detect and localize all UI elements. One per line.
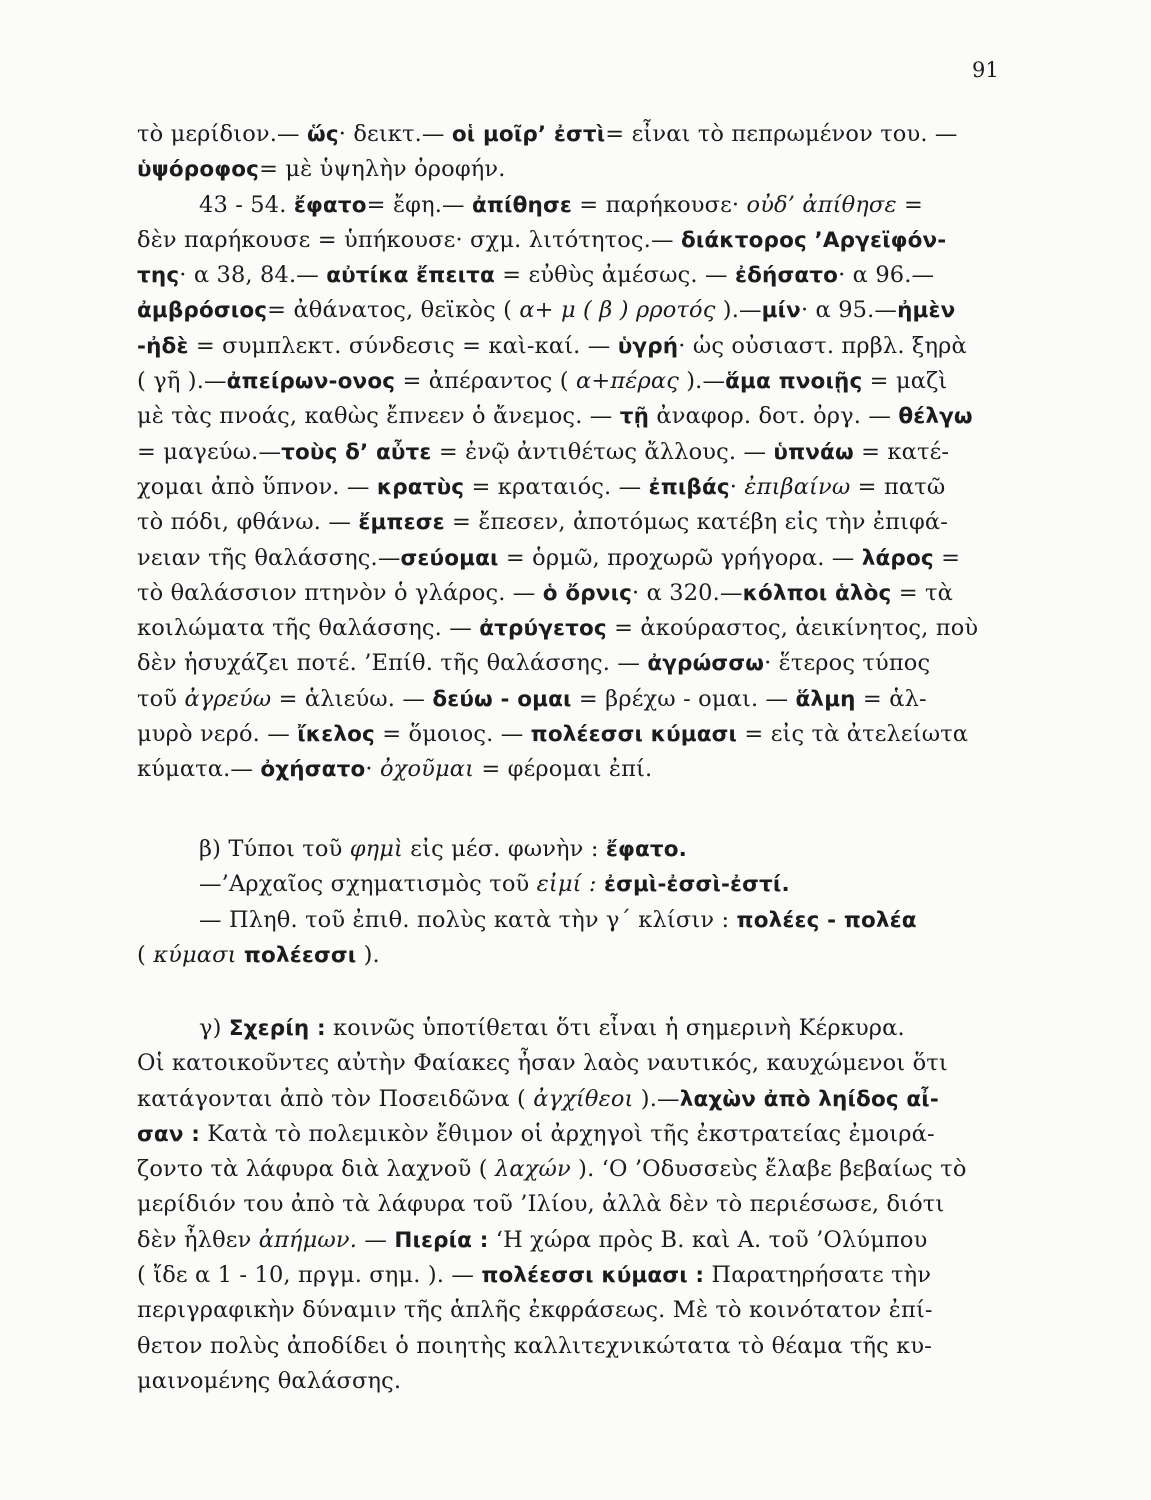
- italic-text: λαχών: [494, 1156, 571, 1183]
- text-run: = μαγεύω.—: [137, 438, 282, 465]
- text-run: δὲν ἡσυχάζει ποτέ. ’Επίθ. τῆς θαλάσσης. —: [137, 650, 648, 677]
- text-line: [137, 1152, 1005, 1187]
- italic-text: ἐπιβαίνω: [744, 473, 851, 500]
- text-run: τοῦ: [137, 685, 185, 712]
- bold-term: σαν :: [137, 1121, 200, 1147]
- text-run: κατάγονται ἀπὸ τὸν Ποσειδῶνα (: [137, 1085, 534, 1112]
- italic-text: εἰμί :: [536, 871, 597, 898]
- text-run: (: [137, 941, 154, 968]
- bold-term: -ἠδὲ: [137, 333, 189, 359]
- text-run: χομαι ἀπὸ ὕπνον. —: [137, 473, 377, 500]
- text-run: μυρὸ νερό. —: [137, 721, 298, 748]
- bold-term: Σχερίη :: [228, 1016, 326, 1041]
- text-run: δὲν παρήκουσε = ὑπήκουσε· σχμ. λιτότητος.—: [137, 226, 681, 253]
- bold-term: αὐτίκα ἔπειτα: [326, 263, 495, 289]
- bold-term: ἐσμὶ-ἐσσὶ-ἐστί.: [603, 872, 790, 898]
- paragraph-glossary: [137, 117, 1005, 788]
- text-run: ( ἴδε α 1 - 10, πργμ. σημ. ). —: [137, 1262, 482, 1289]
- text-run: = συμπλεκτ. σύνδεσις = καὶ-καί. —: [188, 332, 618, 359]
- text-line: [137, 1258, 1005, 1293]
- text-run: τὸ πόδι, φθάνω. —: [137, 509, 359, 536]
- text-run: = ἀκούραστος, ἀεικίνητος, ποὺ: [606, 615, 979, 642]
- text-run: κοιλώματα τῆς θαλάσσης. —: [137, 615, 480, 642]
- text-run: = ἐνῷ ἀντιθέτως ἄλλους. —: [431, 438, 774, 465]
- text-run: περιγραφικὴν δύναμιν τῆς ἁπλῆς ἐκφράσεως. Μὲ τὸ κοινότατον ἐπί-: [137, 1297, 933, 1324]
- italic-text: α+πέρας: [575, 368, 679, 395]
- text-run: · α 95.—: [800, 297, 898, 324]
- text-line: [137, 1187, 1005, 1222]
- bold-term: ὁ ὄρνις: [542, 580, 632, 606]
- text-run: ).: [356, 941, 380, 968]
- text-line: [137, 646, 1005, 681]
- bold-term: κόλποι ἁλὸς: [742, 580, 892, 606]
- bold-term: ὑπνάω: [773, 439, 854, 465]
- text-line: [137, 223, 1005, 258]
- bold-term: διάκτορος ’Αργεϊφόν-: [680, 227, 947, 253]
- text-run: — Πληθ. τοῦ ἐπιθ. πολὺς κατὰ τὴν γ´ κλίσιν :: [199, 906, 737, 933]
- italic-text: ὀχοῦμαι: [379, 756, 475, 783]
- text-run: · α 38, 84.—: [179, 262, 327, 289]
- text-line: [137, 682, 1005, 717]
- text-line: [137, 576, 1005, 611]
- paragraph-forms: [137, 832, 1005, 973]
- text-run: τὸ θαλάσσιον πτηνὸν ὁ γλάρος. —: [137, 579, 543, 606]
- text-line: [137, 1223, 1005, 1258]
- bold-term: πολέεσσι κύμασι :: [481, 1263, 705, 1289]
- text-line: [137, 1117, 1005, 1152]
- bold-term: λάρος: [861, 545, 934, 571]
- bold-term: ἐπιβάς: [648, 474, 730, 500]
- text-run: = φέρομαι ἐπί.: [474, 756, 653, 783]
- bold-term: πολέεσσι: [243, 942, 357, 968]
- text-run: ἀναφορ. δοτ. ὀργ. —: [649, 403, 899, 430]
- bold-term: πολέεσσι κύμασι: [530, 722, 738, 748]
- bold-term: ἴκελος: [297, 722, 375, 748]
- text-run: = ἀθάνατος, θεϊκὸς (: [267, 297, 520, 324]
- text-run: μερίδιόν του ἀπὸ τὰ λάφυρα τοῦ ’Ιλίου, ἀλλὰ δὲν τὸ περιέσωσε, διότι: [137, 1191, 945, 1218]
- bold-term: ἀπίθησε: [471, 192, 572, 218]
- text-run: = ὅμοιος. —: [374, 721, 531, 748]
- page-number: 91: [972, 58, 999, 82]
- text-run: ‘Η χώρα πρὸς Β. καὶ Α. τοῦ ’Ολύμπου: [488, 1226, 928, 1253]
- italic-text: α+ μ ( β ) ρροτός: [519, 297, 716, 324]
- text-line: [137, 611, 1005, 646]
- bold-term: ὥς: [306, 122, 339, 147]
- text-run: Παρατηρήσατε τὴν: [704, 1262, 932, 1289]
- text-run: = ἁλιεύω. —: [271, 685, 433, 712]
- text-line: [137, 832, 1005, 867]
- text-line: [137, 1293, 1005, 1328]
- text-line: [137, 752, 1005, 787]
- text-line: [137, 1082, 1005, 1117]
- text-run: = ἁλ-: [855, 685, 927, 712]
- text-run: = παρήκουσε·: [571, 191, 747, 218]
- text-run: ).—: [715, 297, 762, 324]
- italic-text: φημὶ: [349, 836, 403, 862]
- text-run: β) Τύποι τοῦ: [199, 836, 350, 862]
- text-line: [137, 399, 1005, 434]
- paragraph-notes: [137, 1011, 1005, 1399]
- text-line: [137, 505, 1005, 540]
- bold-term: μίν: [761, 298, 801, 324]
- text-line: [137, 117, 1005, 152]
- text-run: κύματα.—: [137, 756, 261, 783]
- bold-term: οἱ μοῖρ’ ἐστὶ: [451, 122, 606, 147]
- text-run: [237, 942, 244, 968]
- text-line: [137, 717, 1005, 752]
- text-line: [137, 329, 1005, 364]
- italic-text: ἀγχίθεοι: [533, 1085, 634, 1112]
- text-run: = εἶναι τὸ πεπρωμένον του. —: [605, 121, 958, 147]
- text-run: κοινῶς ὑποτίθεται ὅτι εἶναι ἡ σημερινὴ Κέρκυρα.: [325, 1015, 905, 1041]
- text-run: τὸ μερίδιον.—: [137, 121, 307, 147]
- bold-term: της: [137, 263, 180, 289]
- italic-text: οὐδ’ ἀπίθησε: [746, 191, 897, 218]
- bold-term: τοὺς δ’ αὖτε: [281, 439, 432, 465]
- text-run: ).—: [633, 1085, 680, 1112]
- bold-term: ἠμὲν: [897, 298, 956, 324]
- text-run: = πατῶ: [850, 473, 946, 500]
- text-line: [137, 867, 1005, 902]
- text-line: [137, 1364, 1005, 1399]
- text-run: = ἔπεσεν, ἀποτόμως κατέβη εἰς τὴν ἐπιφά-: [444, 509, 949, 536]
- text-line: [137, 435, 1005, 470]
- text-run: ).—: [678, 368, 726, 395]
- bold-term: ἔφατο.: [605, 837, 687, 862]
- text-run: = ἀπέραντος (: [395, 368, 576, 395]
- text-run: · ὡς οὐσιαστ. πρβλ. ξηρὰ: [678, 332, 967, 359]
- text-line: [137, 1329, 1005, 1364]
- bold-term: ἔφατο: [293, 192, 367, 218]
- bold-term: ἀπείρων-ονος: [226, 369, 396, 395]
- text-run: —’Αρχαῖος σχηματισμὸς τοῦ: [199, 871, 537, 898]
- text-run: = εἰς τὰ ἀτελείωτα: [737, 721, 969, 748]
- text-line: [137, 1011, 1005, 1046]
- bold-term: κρατὺς: [376, 474, 465, 500]
- bold-term: ἅλμη: [795, 686, 856, 712]
- bold-term: Πιερία :: [394, 1227, 489, 1253]
- bold-term: ὀχήσατο: [260, 757, 366, 783]
- text-line: [137, 188, 1005, 223]
- text-run: θετον πολὺς ἀποδίδει ὁ ποιητὴς καλλιτεχνικώτατα τὸ θέαμα τῆς κυ-: [137, 1332, 932, 1359]
- text-run: = κραταιός. —: [464, 473, 649, 500]
- italic-text: κύμασι: [153, 941, 237, 968]
- bold-term: ἀμβρόσιος: [137, 298, 268, 324]
- bold-term: πολέες - πολέα: [736, 907, 917, 933]
- text-run: = μὲ ὑψηλὴν ὀροφήν.: [259, 156, 506, 183]
- bold-term: ἔμπεσε: [358, 510, 445, 536]
- text-line: [137, 541, 1005, 576]
- bold-term: σεύομαι: [400, 545, 499, 571]
- text-run: —: [357, 1226, 395, 1253]
- text-run: = ὁρμῶ, προχωρῶ γρήγορα. —: [498, 544, 862, 571]
- text-run: εἰς μέσ. φωνὴν :: [403, 836, 606, 862]
- text-run: μαινομένης θαλάσσης.: [137, 1367, 402, 1394]
- bold-term: ἀγρώσσω: [647, 651, 765, 677]
- text-run: ζοντο τὰ λάφυρα διὰ λαχνοῦ (: [137, 1156, 495, 1183]
- text-run: · δεικτ.—: [338, 121, 452, 147]
- text-line: [137, 293, 1005, 328]
- text-run: = ἔφη.—: [366, 191, 472, 218]
- text-run: μὲ τὰς πνοάς, καθὼς ἔπνεεν ὁ ἄνεμος. —: [137, 403, 620, 430]
- italic-text: ἀγρεύω: [184, 685, 272, 712]
- text-line: [137, 938, 1005, 973]
- text-run: γ): [199, 1015, 229, 1041]
- bold-term: λαχὼν ἀπὸ ληίδος αἶ-: [679, 1086, 939, 1112]
- text-run: · α 96.—: [838, 262, 935, 289]
- text-run: =: [896, 191, 923, 218]
- bold-term: δεύω - ομαι: [432, 686, 572, 712]
- text-line: [137, 903, 1005, 938]
- text-line: [137, 470, 1005, 505]
- text-line: [137, 258, 1005, 293]
- text-run: · α 320.—: [632, 579, 743, 606]
- bold-term: τῇ: [619, 404, 650, 430]
- bold-term: ἀτρύγετος: [479, 616, 607, 642]
- text-run: ). ‘Ο ’Οδυσσεὺς ἔλαβε βεβαίως τὸ: [570, 1156, 967, 1183]
- text-run: 43 - 54.: [199, 191, 294, 218]
- text-run: [597, 871, 604, 897]
- bold-term: θέλγω: [898, 404, 973, 430]
- text-run: = εὐθὺς ἀμέσως. —: [494, 262, 735, 289]
- bold-term: ὑγρή: [617, 333, 679, 359]
- bold-term: ὑψόροφος: [137, 157, 260, 183]
- text-line: [137, 1046, 1005, 1081]
- text-run: ·: [729, 473, 745, 500]
- text-line: [137, 364, 1005, 399]
- text-run: = μαζὶ: [862, 368, 948, 395]
- text-run: Κατὰ τὸ πολεμικὸν ἔθιμον οἱ ἀρχηγοὶ τῆς ἐκστρατείας ἐμοιρά-: [200, 1120, 935, 1147]
- text-run: = βρέχω - ομαι. —: [571, 685, 796, 712]
- text-run: δὲν ἦλθεν: [137, 1226, 259, 1253]
- italic-text: ἀπήμων.: [258, 1226, 358, 1253]
- text-run: νειαν τῆς θαλάσσης.—: [137, 544, 401, 571]
- text-run: ( γῆ ).—: [137, 368, 227, 395]
- bold-term: ἐδήσατο: [734, 263, 839, 289]
- text-run: =: [933, 544, 961, 571]
- bold-term: ἅμα πνοιῇς: [725, 369, 863, 395]
- text-run: Οἱ κατοικοῦντες αὐτὴν Φαίακες ἦσαν λαὸς ναυτικός, καυχώμενοι ὅτι: [137, 1050, 948, 1077]
- text-run: = κατέ-: [853, 438, 950, 465]
- text-line: [137, 152, 1005, 187]
- text-run: ·: [365, 756, 380, 783]
- text-run: · ἕτερος τύπος: [764, 650, 931, 677]
- text-run: = τὰ: [891, 579, 954, 606]
